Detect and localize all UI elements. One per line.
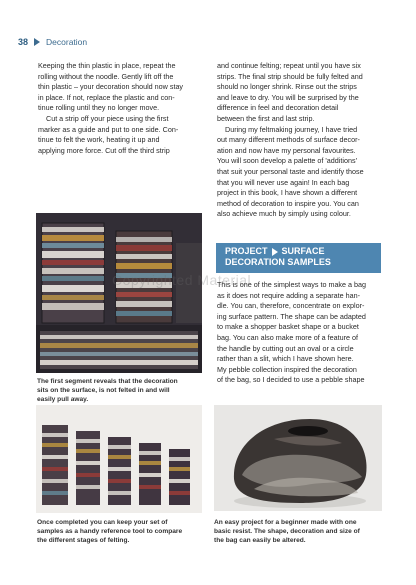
- text-line: This is one of the simplest ways to make a bag: [217, 280, 367, 289]
- felt-samples-photo: [36, 405, 202, 513]
- text-line: that you will never use again! In each bag: [217, 177, 350, 187]
- bag-caption: [214, 518, 384, 546]
- section-title: Decoration: [46, 37, 88, 47]
- caption-line: easily pull away.: [37, 396, 89, 404]
- page-number: 38: [18, 37, 29, 47]
- text-line: to make a shopper basket shape or a bucket: [217, 322, 359, 332]
- caption-line: samples as a handy reference tool to compare: [37, 528, 183, 536]
- caption-line: sits on the surface, is not felted in and will: [37, 387, 170, 395]
- project-heading-box: [216, 243, 381, 273]
- text-line: out many different methods of surface decor-: [217, 135, 360, 145]
- strips-caption: [37, 377, 201, 405]
- copyright-watermark: Copyrighted Material: [112, 272, 252, 288]
- text-line: thin plastic – your decoration should now stay: [38, 82, 184, 92]
- text-line: tinue rolling until they no longer move.: [38, 103, 160, 113]
- right-column-text: [217, 61, 379, 220]
- text-line: dle. You can, therefore, concentrate on explor-: [217, 301, 365, 311]
- text-line: Keeping the thin plastic in place, repeat the: [38, 61, 176, 70]
- text-line: During my feltmaking journey, I have tried: [225, 124, 358, 134]
- text-line: difference in feel and decoration detail: [217, 103, 339, 113]
- project-title-line1: SURFACE: [281, 246, 325, 256]
- text-line: bag. You can also make more of a feature of: [217, 332, 359, 342]
- text-line: that suit your personal taste and identify those: [217, 166, 364, 176]
- caption-line: An easy project for a beginner made with one: [214, 519, 357, 526]
- caption-line: basic resist. The shape, decoration and size of: [214, 528, 360, 536]
- text-line: My pebble collection inspired the decoration: [217, 364, 357, 374]
- caption-line: The first segment reveals that the decoration: [37, 378, 178, 385]
- pebble-bag-photo: [214, 405, 382, 511]
- samples-caption: [37, 518, 203, 546]
- text-line: the handle by cutting out an oval or a circle: [217, 343, 354, 353]
- text-line: marker as a guide and put to one side. Con-: [38, 124, 179, 134]
- running-header: [18, 35, 87, 49]
- text-line: of the bag, so I decided to use a pebble shape: [217, 375, 365, 385]
- project-intro-text: [217, 280, 379, 386]
- caption-line: the bag can easily be altered.: [214, 537, 306, 545]
- text-line: method of decoration to inspire you. You can: [217, 198, 359, 208]
- felt-strips-photo: [36, 213, 202, 373]
- text-line: and leave to dry. You will be surprised by the: [217, 92, 359, 102]
- caption-line: Once completed you can keep your set of: [37, 519, 168, 526]
- text-line: and continue felting; repeat until you have six: [217, 61, 361, 70]
- left-column-text: [38, 61, 200, 156]
- project-title-line2: DECORATION SAMPLES: [225, 257, 331, 267]
- text-line: as it does not require adding a separate han-: [217, 290, 361, 300]
- text-line: strips. The final strip should be fully felted and: [217, 71, 363, 81]
- text-line: should no longer shrink. Rinse out the strips: [217, 82, 357, 92]
- text-line: ing surface pattern. The shape can be adapted: [217, 311, 366, 321]
- text-line: in place. If not, replace the plastic and con-: [38, 92, 175, 102]
- text-line: between the first and last strip.: [217, 113, 315, 123]
- text-line: ation and now have my personal favourites.: [217, 145, 356, 155]
- text-line: also achieve much by simply using colour.: [217, 209, 351, 219]
- project-label: PROJECT: [225, 246, 268, 256]
- text-line: You will soon develop a palette of 'additions': [217, 156, 357, 166]
- triangle-arrow-icon: [272, 248, 278, 256]
- text-line: project in this book, I have shown a different: [217, 188, 358, 198]
- caption-line: the different stages of felting.: [37, 537, 130, 545]
- text-line: applying more force. Cut off the third strip: [38, 145, 170, 155]
- text-line: rather than a slit, which I have shown here.: [217, 354, 354, 364]
- text-line: Cut a strip off your piece using the first: [46, 113, 169, 123]
- text-line: rolling without the noodle. Gently lift off the: [38, 71, 174, 81]
- triangle-arrow-icon: [34, 38, 40, 46]
- text-line: tinue to felt the work, heating it up and: [38, 135, 160, 145]
